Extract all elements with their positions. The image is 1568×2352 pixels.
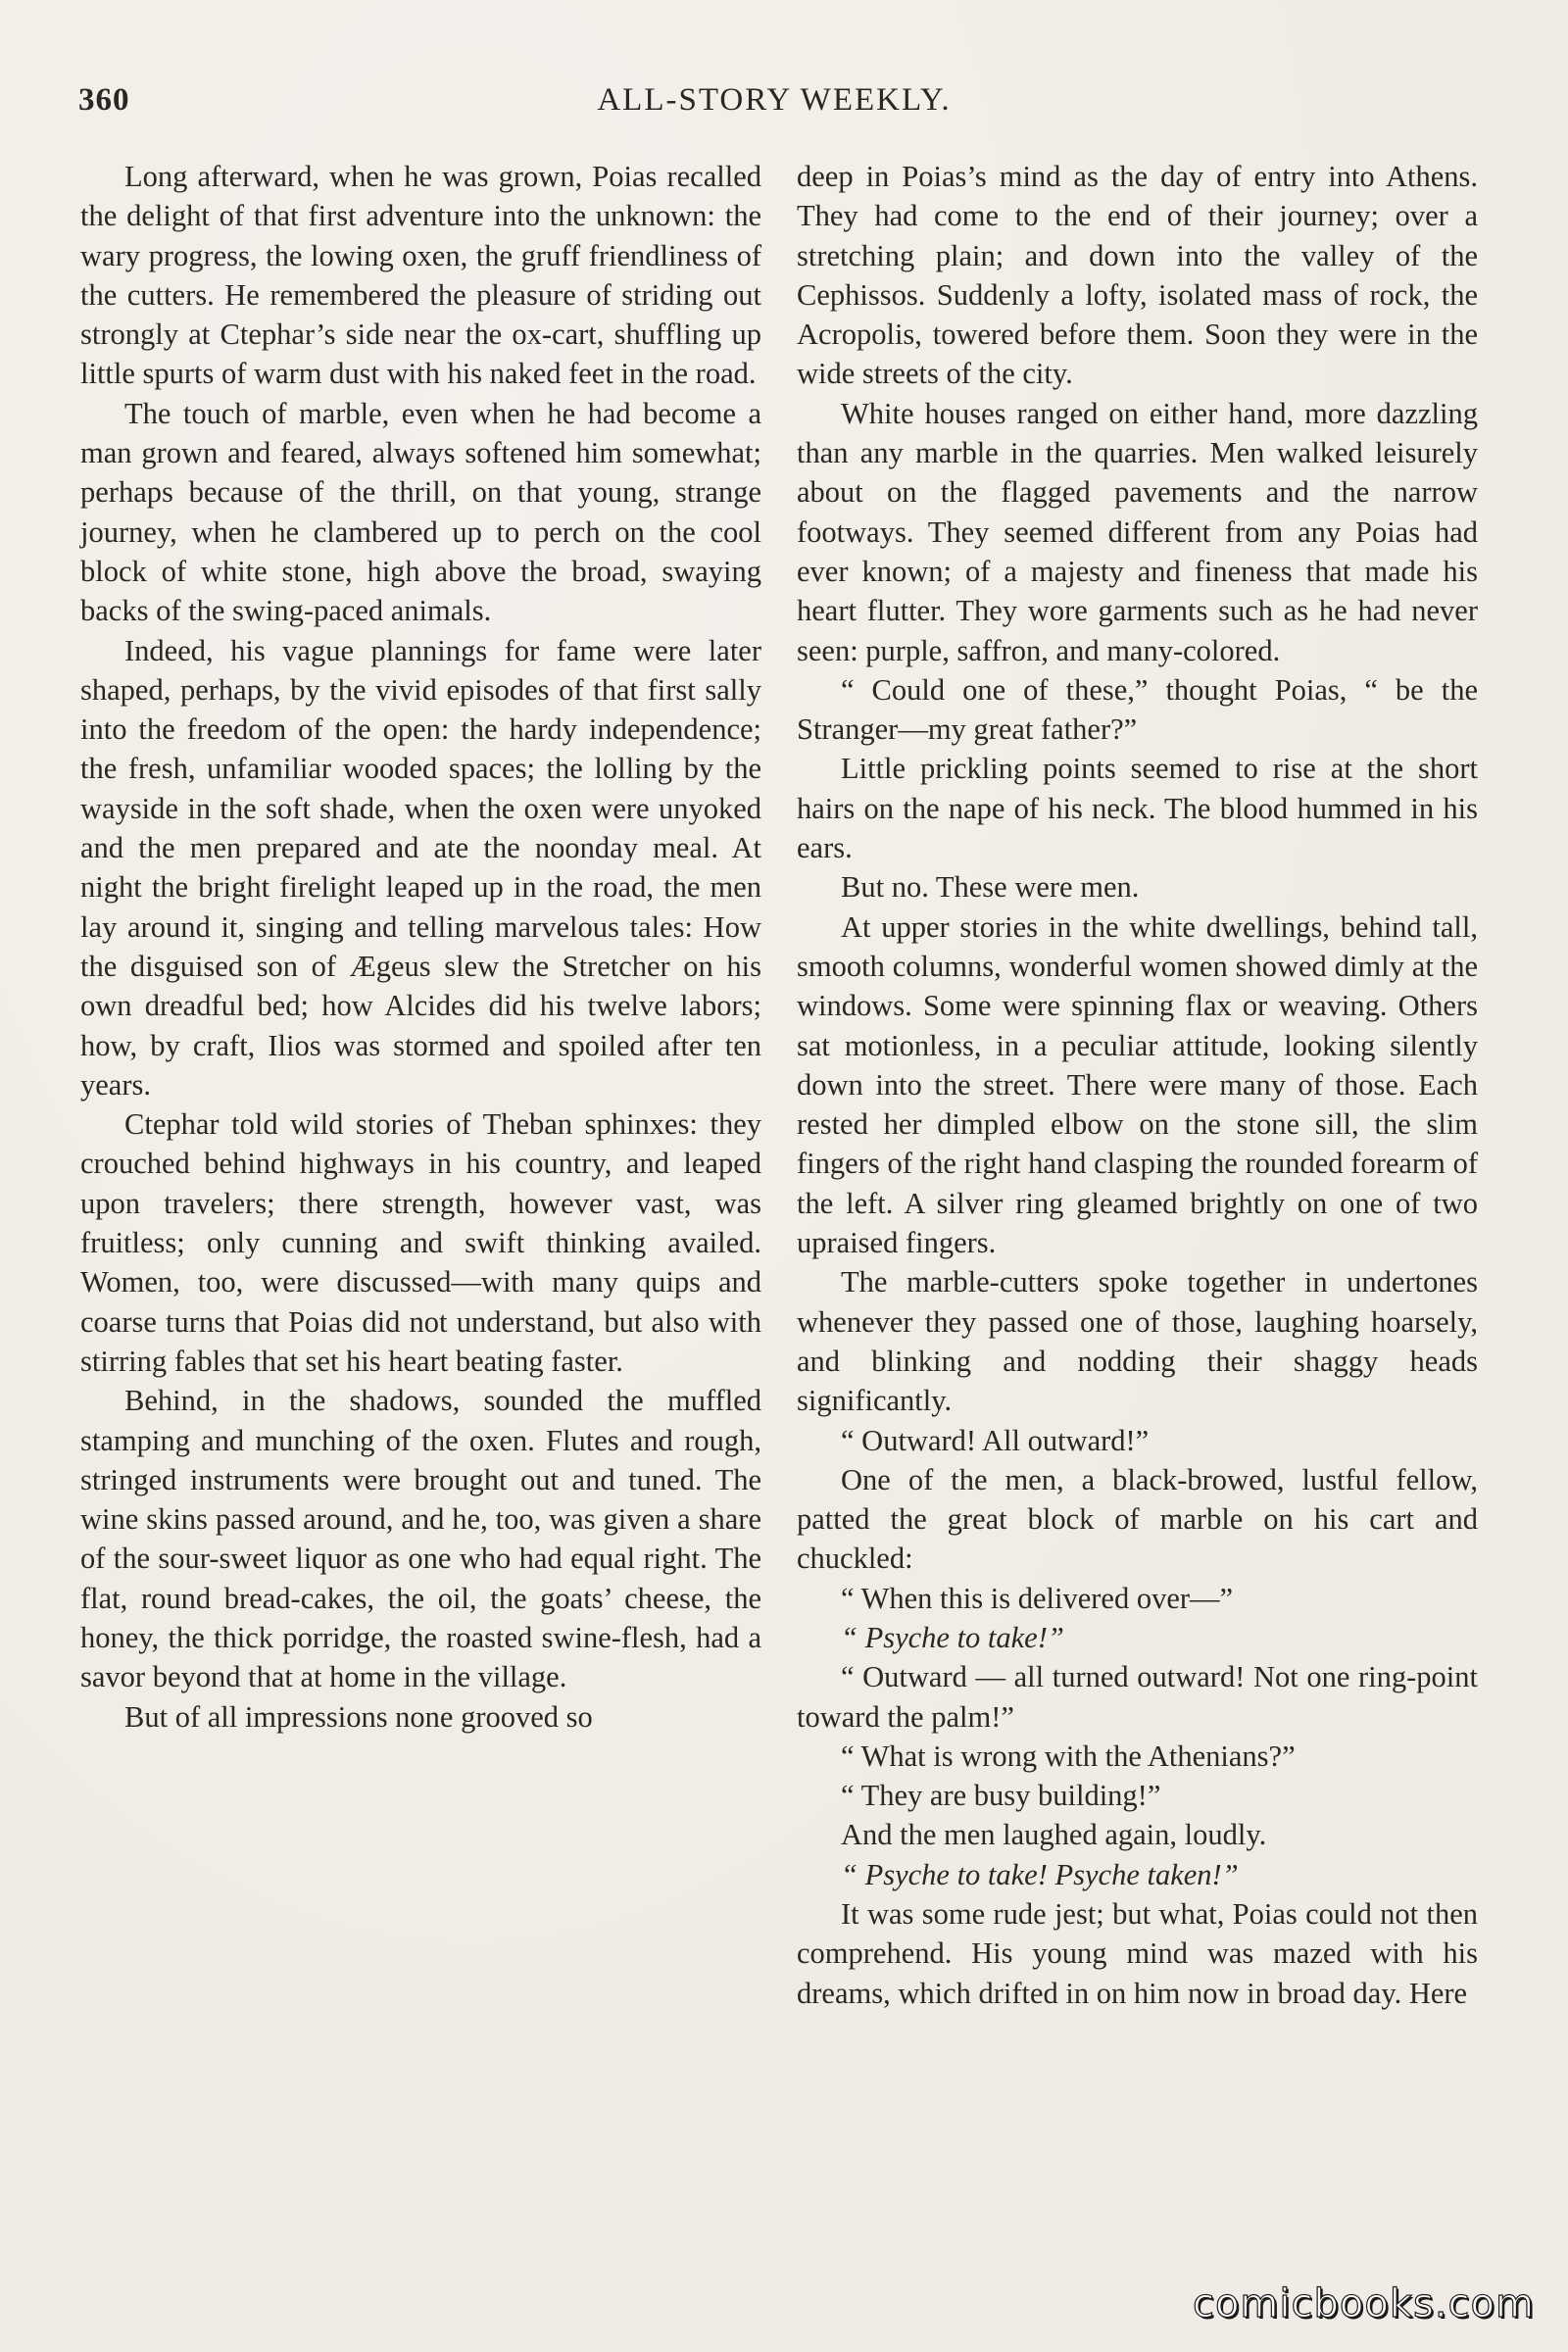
right-column [797, 157, 1478, 2013]
paragraph: The touch of marble, even when he had become a man grown and feared, always softened him somewhat; perhaps because of the thrill, on that young, strange journey, when he clambered up to perch on the cool block of white stone, high above the broad, swaying backs of the swing-paced animals. [80, 396, 761, 628]
paragraph: Ctephar told wild stories of Theban sphinxes: they crouched behind highways in his country, and leaped upon travelers; there strength, however vast, was fruitless; only cunning and swift thinking availed. Women, too, were discussed—with many quips and coarse turns that Poias did not understand, but also with stirring fables that set his heart beating faster. [80, 1107, 761, 1378]
paragraph: “ Could one of these,” thought Poias, “ be the Stranger—my great father?” [797, 672, 1478, 747]
running-title: ALL-STORY WEEKLY. [597, 82, 952, 118]
continued-paragraph: deep in Poias’s mind as the day of entry into Athens. They had come to the end of their journey; over a stretching plain; and down into the valley of the Cephissos. Suddenly a lofty, isolated mass of rock, the Acropolis, towered before them. Soon they were in the wide streets of the city. [797, 160, 1478, 391]
left-column [80, 157, 761, 1737]
page-number: 360 [78, 82, 130, 118]
paragraph: “ They are busy building!” [841, 1779, 1161, 1813]
paragraph: Long afterward, when he was grown, Poias recalled the delight of that first adventure into the unknown: the wary progress, the lowing oxen, the gruff friendliness of the cutters. He remembered the pleasure of striding out strongly at Ctephar’s side near the ox-cart, shuffling up little spurts of warm dust with his naked feet in the road. [80, 160, 761, 391]
italic-text: “ Psyche to take!” [841, 1620, 1064, 1654]
paragraph: “ Outward — all turned outward! Not one ring-point toward the palm!” [797, 1660, 1478, 1734]
paragraph: It was some rude jest; but what, Poias could not then comprehend. His young mind was mazed with his dreams, which drifted in on him now in broad day. Here [797, 1897, 1478, 2010]
paragraph: White houses ranged on either hand, more dazzling than any marble in the quarries. Men walked leisurely about on the flagged pavements and the narrow footways. They seemed different from any Poias had ever known; of a majesty and fineness that made his heart flutter. They wore garments such as he had never seen: purple, saffron, and many-colored. [797, 396, 1478, 667]
paragraph: “ When this is delivered over—” [841, 1581, 1234, 1615]
paragraph: But no. These were men. [841, 870, 1140, 905]
paragraph: The marble-cutters spoke together in undertones whenever they passed one of those, laughing hoarsely, and blinking and nodding their shaggy heads significantly. [797, 1265, 1478, 1418]
paragraph: And the men laughed again, loudly. [841, 1818, 1267, 1852]
page-header [78, 82, 1470, 131]
paragraph: One of the men, a black-browed, lustful fellow, patted the great block of marble on his cart and chuckled: [797, 1462, 1478, 1576]
paragraph: “ What is wrong with the Athenians?” [841, 1739, 1296, 1773]
paragraph: Indeed, his vague plannings for fame were later shaped, perhaps, by the vivid episodes of that first sally into the freedom of the open: the hardy independence; the fresh, unfamiliar wooded spaces; the lolling by the wayside in the soft shade, when the oxen were unyoked and the men prepared and ate the noonday meal. At night the bright firelight leaped up in the road, the men lay around it, singing and telling marvelous tales: How the disguised son of Ægeus slew the Stretcher on his own dreadful bed; how Alcides did his twelve labors; how, by craft, Ilios was stormed and spoiled after ten years. [80, 633, 761, 1102]
paragraph: But of all impressions none grooved so [124, 1699, 593, 1734]
paragraph: “ Outward! All outward!” [841, 1423, 1150, 1457]
paragraph: Behind, in the shadows, sounded the muffled stamping and munching of the oxen. Flutes and rough, stringed instruments were brought out and tuned. The wine skins passed around, and he, too, was given a share of the sour-sweet liquor as one who had equal right. The flat, round bread-cakes, the oil, the goats’ cheese, the honey, the thick porridge, the roasted swine-flesh, had a savor beyond that at home in the village. [80, 1384, 761, 1694]
paragraph: At upper stories in the white dwellings, behind tall, smooth columns, wonderful women showed dimly at the windows. Some were spinning flax or weaving. Others sat motionless, in a peculiar attitude, looking silently down into the street. There were many of those. Each rested her dimpled elbow on the stone sill, the slim fingers of the right hand clasping the rounded forearm of the left. A silver ring gleamed brightly on one of two upraised fingers. [797, 909, 1478, 1260]
italic-text: “ Psyche to take! Psyche taken!” [841, 1857, 1239, 1891]
paragraph: Little prickling points seemed to rise at the short hairs on the nape of his neck. The blood hummed in his ears. [797, 752, 1478, 865]
italic-dialogue [797, 1618, 1478, 1657]
site-watermark: comicbooks.com [1192, 2281, 1535, 2327]
italic-dialogue [797, 1855, 1478, 1894]
